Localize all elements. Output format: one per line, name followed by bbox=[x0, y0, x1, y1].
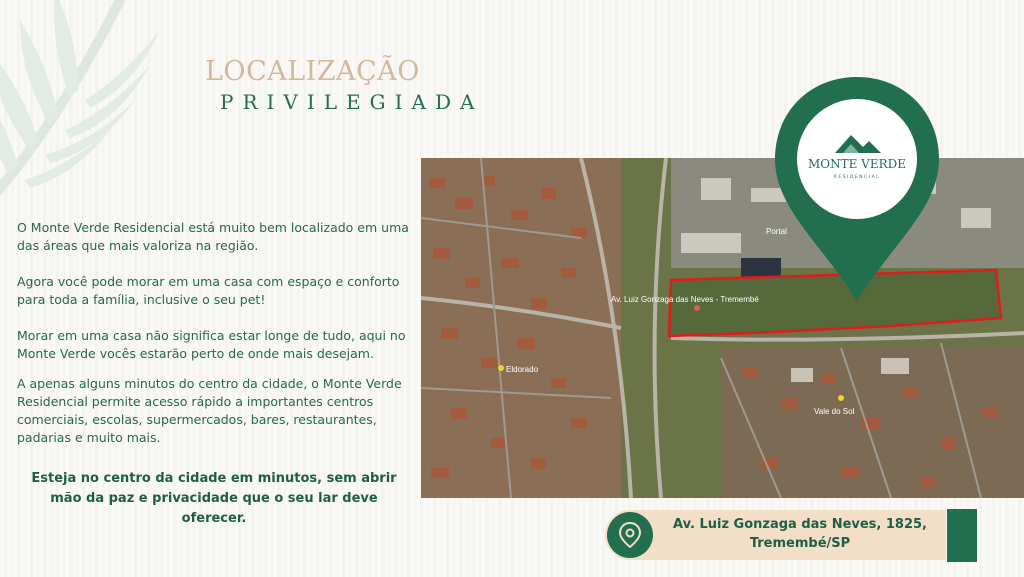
logo-name: MONTE VERDE bbox=[807, 157, 907, 171]
tagline: Esteja no centro da cidade em minutos, sem abrir mão da paz e privacidade que o seu lar deve oferecer. bbox=[31, 471, 397, 526]
address-line-2: Tremembé/SP bbox=[749, 536, 851, 551]
address-text bbox=[655, 515, 945, 553]
paragraph-space: Agora você pode morar em uma casa com espaço e conforto para toda a família, inclusive o seu pet! bbox=[17, 274, 400, 307]
title-privilegiada: PRIVILEGIADA bbox=[220, 90, 484, 114]
address-line-1: Av. Luiz Gonzaga das Neves, 1825, bbox=[672, 517, 927, 532]
map-label-avenue: Av. Luiz Gonzaga das Neves - Tremembé bbox=[611, 295, 759, 304]
logo-pin-icon bbox=[771, 73, 943, 305]
paragraph-near: Morar em uma casa não significa estar longe de tudo, aqui no Monte Verde vocês estarão perto de onde mais desejam. bbox=[17, 328, 406, 361]
paragraph-access: A apenas alguns minutos do centro da cidade, o Monte Verde Residencial permite acesso rápido a importantes centros comerciais, escolas, supermercados, bares, restaurantes, padarias e muito mais. bbox=[17, 376, 402, 445]
logo-sub: RESIDENCIAL bbox=[833, 175, 881, 180]
address-accent-bar bbox=[947, 509, 977, 562]
palm-leaf-icon bbox=[0, 0, 190, 210]
map-label-eldorado: Eldorado bbox=[506, 365, 539, 374]
location-pin-icon bbox=[607, 512, 653, 558]
title-localizacao: LOCALIZAÇÃO bbox=[205, 56, 420, 87]
map-label-portal: Portal bbox=[766, 227, 787, 236]
map-label-vale-do-sol: Vale do Sol bbox=[814, 407, 855, 416]
paragraph-location: O Monte Verde Residencial está muito bem localizado em uma das áreas que mais valoriza na região. bbox=[17, 220, 409, 253]
